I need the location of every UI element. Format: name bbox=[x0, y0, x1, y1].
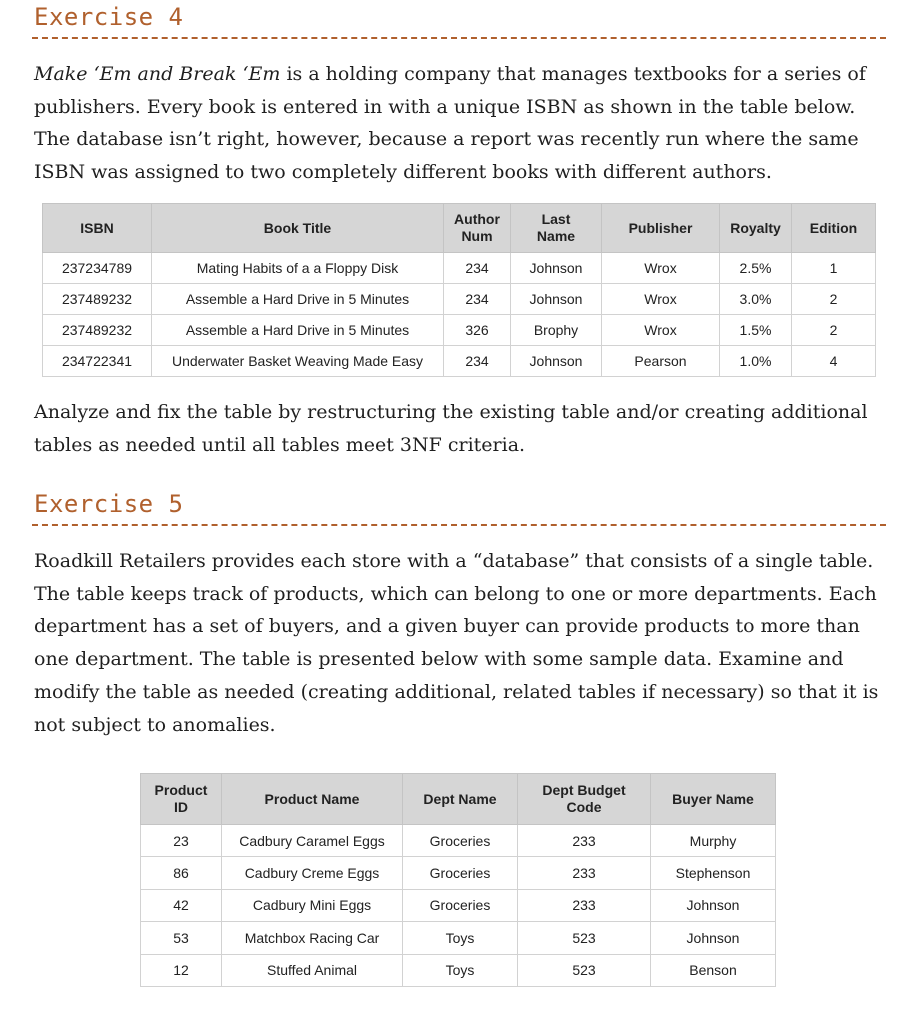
table-row bbox=[43, 346, 876, 377]
edition-cell: 2 bbox=[792, 315, 876, 346]
exercise-4-intro bbox=[34, 58, 894, 189]
product-id-cell: 23 bbox=[141, 825, 222, 857]
header-product-id: Product ID bbox=[141, 774, 222, 825]
exercise-4-heading: Exercise 4 bbox=[34, 3, 184, 31]
table-row bbox=[43, 315, 876, 346]
product-id-cell: 42 bbox=[141, 889, 222, 921]
buyer-name-cell: Johnson bbox=[651, 889, 776, 921]
dept-budget-cell: 233 bbox=[518, 857, 651, 889]
table-row bbox=[141, 922, 776, 954]
publisher-cell: Wrox bbox=[602, 253, 720, 284]
author-num-cell: 234 bbox=[444, 284, 511, 315]
buyer-name-cell: Johnson bbox=[651, 922, 776, 954]
edition-cell: 1 bbox=[792, 253, 876, 284]
exercise-4-instruction: Analyze and fix the table by restructuring the existing table and/or creating additional tables as needed until all tables meet 3NF criteria. bbox=[34, 401, 868, 456]
title-cell: Mating Habits of a a Floppy Disk bbox=[152, 253, 444, 284]
title-cell: Assemble a Hard Drive in 5 Minutes bbox=[152, 315, 444, 346]
header-author-num: Author Num bbox=[444, 204, 511, 253]
publisher-cell: Wrox bbox=[602, 315, 720, 346]
exercise-5-intro: Roadkill Retailers provides each store with a “database” that consists of a single table. The table keeps track of products, which can belong to one or more departments. Each department has a set of buyers, and a given buyer can provide products to more than one department. The table is presented below with some sample data. Examine and modify the table as needed (creating additional, related tables if necessary) so that it is not subject to anomalies. bbox=[34, 550, 879, 736]
title-cell: Assemble a Hard Drive in 5 Minutes bbox=[152, 284, 444, 315]
publisher-cell: Wrox bbox=[602, 284, 720, 315]
last-name-cell: Brophy bbox=[511, 315, 602, 346]
author-num-cell: 234 bbox=[444, 346, 511, 377]
royalty-cell: 3.0% bbox=[720, 284, 792, 315]
header-royalty: Royalty bbox=[720, 204, 792, 253]
royalty-cell: 1.0% bbox=[720, 346, 792, 377]
header-publisher: Publisher bbox=[602, 204, 720, 253]
dept-name-cell: Groceries bbox=[403, 857, 518, 889]
last-name-cell: Johnson bbox=[511, 253, 602, 284]
product-name-cell: Cadbury Mini Eggs bbox=[222, 889, 403, 921]
dept-budget-cell: 233 bbox=[518, 889, 651, 921]
edition-cell: 4 bbox=[792, 346, 876, 377]
products-table bbox=[140, 773, 776, 987]
isbn-cell: 234722341 bbox=[43, 346, 152, 377]
publisher-cell: Pearson bbox=[602, 346, 720, 377]
dept-budget-cell: 523 bbox=[518, 922, 651, 954]
royalty-cell: 1.5% bbox=[720, 315, 792, 346]
header-book-title: Book Title bbox=[152, 204, 444, 253]
product-name-cell: Cadbury Caramel Eggs bbox=[222, 825, 403, 857]
header-edition: Edition bbox=[792, 204, 876, 253]
last-name-cell: Johnson bbox=[511, 346, 602, 377]
isbn-cell: 237489232 bbox=[43, 284, 152, 315]
header-buyer-name: Buyer Name bbox=[651, 774, 776, 825]
dept-name-cell: Groceries bbox=[403, 889, 518, 921]
last-name-cell: Johnson bbox=[511, 284, 602, 315]
dept-budget-cell: 233 bbox=[518, 825, 651, 857]
section-divider bbox=[32, 37, 886, 39]
edition-cell: 2 bbox=[792, 284, 876, 315]
table-row bbox=[141, 889, 776, 921]
header-dept-name: Dept Name bbox=[403, 774, 518, 825]
product-id-cell: 53 bbox=[141, 922, 222, 954]
exercise-5-heading: Exercise 5 bbox=[34, 490, 184, 518]
dept-budget-cell: 523 bbox=[518, 954, 651, 986]
table-row bbox=[141, 825, 776, 857]
author-num-cell: 326 bbox=[444, 315, 511, 346]
author-num-cell: 234 bbox=[444, 253, 511, 284]
isbn-cell: 237234789 bbox=[43, 253, 152, 284]
isbn-cell: 237489232 bbox=[43, 315, 152, 346]
buyer-name-cell: Murphy bbox=[651, 825, 776, 857]
product-name-cell: Cadbury Creme Eggs bbox=[222, 857, 403, 889]
dept-name-cell: Groceries bbox=[403, 825, 518, 857]
books-table bbox=[42, 203, 876, 377]
table-row bbox=[43, 284, 876, 315]
product-name-cell: Stuffed Animal bbox=[222, 954, 403, 986]
intro-text: is a holding company that manages textbooks for a series of publishers. Every book is entered in with a unique ISBN as shown in the table below. The database isn’t right, however, because a report was recently run where the same ISBN was assigned to two completely different books with different authors. bbox=[34, 63, 866, 184]
table-row bbox=[141, 857, 776, 889]
section-divider bbox=[32, 524, 886, 526]
header-dept-budget-code: Dept Budget Code bbox=[518, 774, 651, 825]
buyer-name-cell: Benson bbox=[651, 954, 776, 986]
dept-name-cell: Toys bbox=[403, 922, 518, 954]
buyer-name-cell: Stephenson bbox=[651, 857, 776, 889]
dept-name-cell: Toys bbox=[403, 954, 518, 986]
table-row bbox=[141, 954, 776, 986]
header-isbn: ISBN bbox=[43, 204, 152, 253]
company-name: Make ‘Em and Break ‘Em bbox=[34, 63, 281, 85]
product-name-cell: Matchbox Racing Car bbox=[222, 922, 403, 954]
table-header-row bbox=[141, 774, 776, 825]
product-id-cell: 86 bbox=[141, 857, 222, 889]
header-last-name: Last Name bbox=[511, 204, 602, 253]
product-id-cell: 12 bbox=[141, 954, 222, 986]
header-product-name: Product Name bbox=[222, 774, 403, 825]
table-row bbox=[43, 253, 876, 284]
royalty-cell: 2.5% bbox=[720, 253, 792, 284]
title-cell: Underwater Basket Weaving Made Easy bbox=[152, 346, 444, 377]
table-header-row bbox=[43, 204, 876, 253]
